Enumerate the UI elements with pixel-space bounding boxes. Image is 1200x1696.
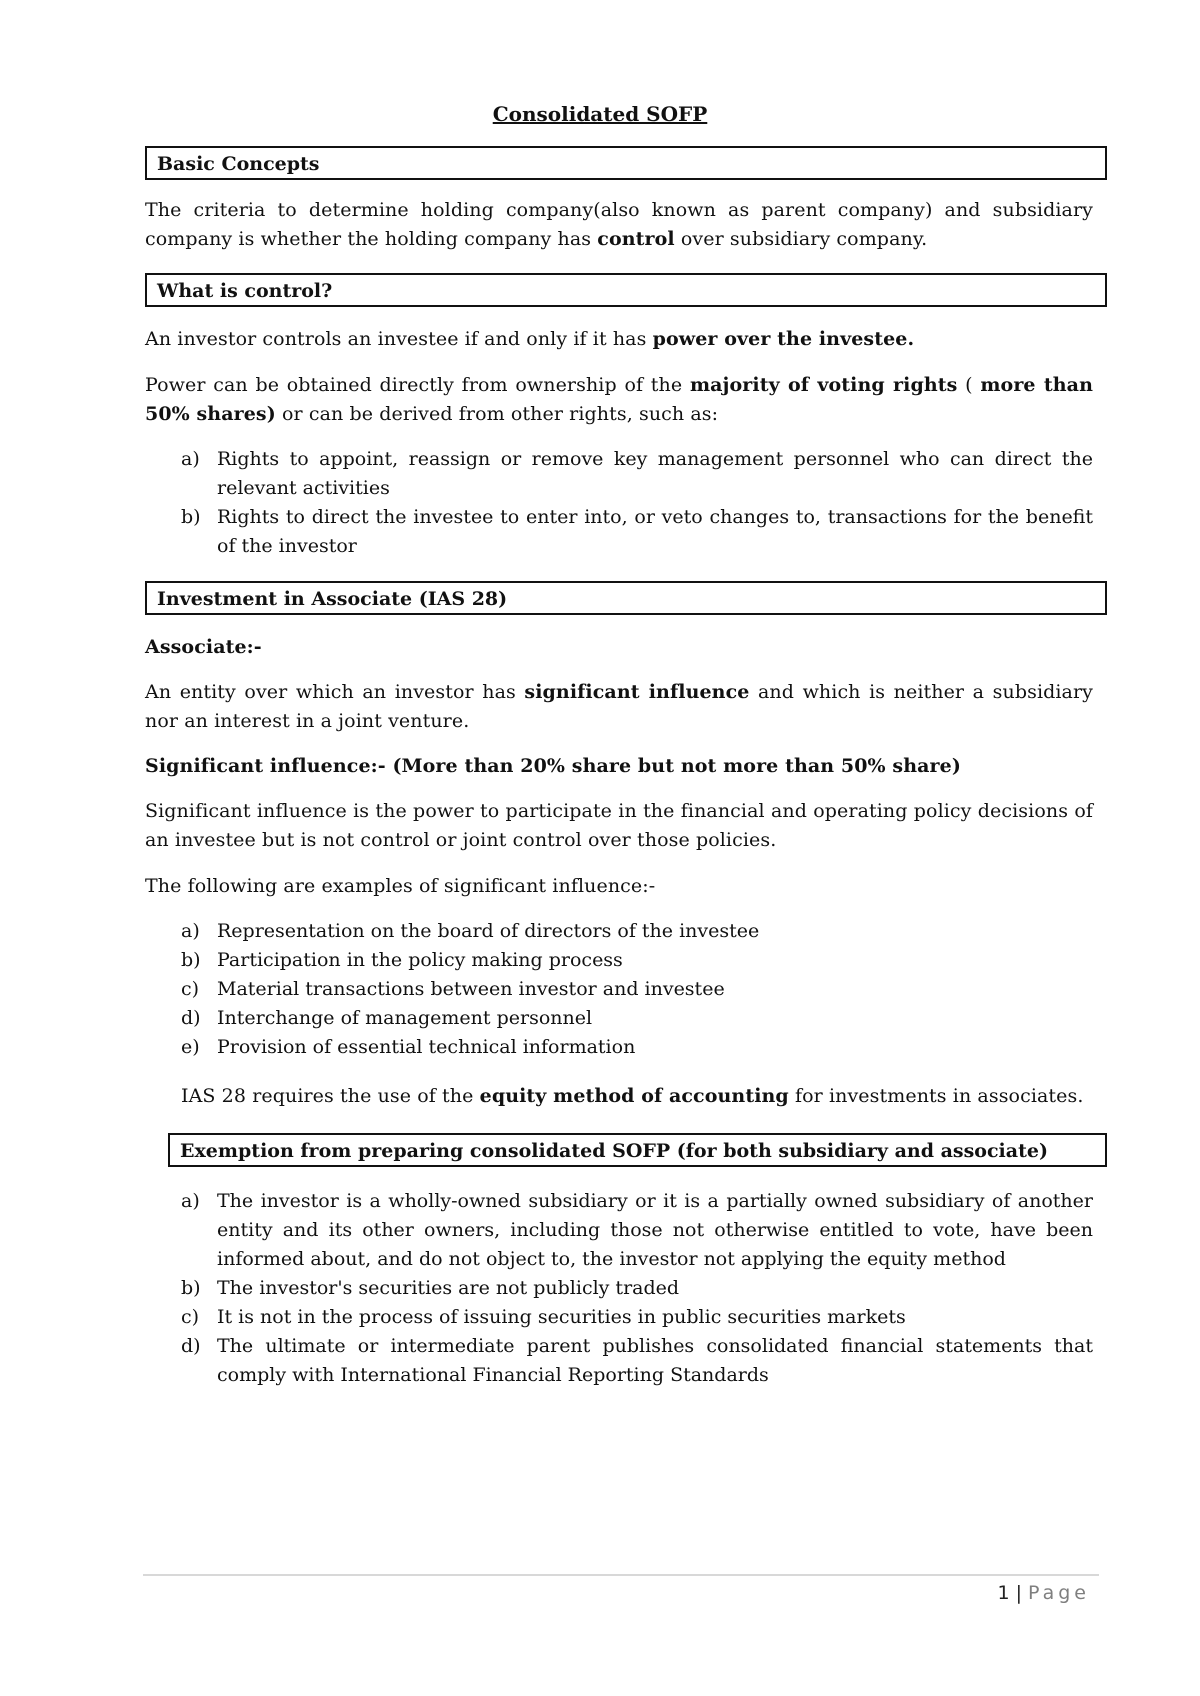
associate-paragraph-3: The following are examples of significant influence:-	[145, 875, 656, 897]
list-item: b) The investor's securities are not publicly traded	[181, 1277, 680, 1299]
section-heading-basic-concepts: Basic Concepts	[145, 146, 1107, 180]
list-item: d) Interchange of management personnel	[181, 1007, 593, 1029]
list-item: b) Participation in the policy making process	[181, 949, 623, 971]
significant-influence-examples-list	[145, 917, 1093, 1062]
list-item: c) Material transactions between investor and investee	[181, 978, 725, 1000]
page-label: Page	[1028, 1582, 1090, 1604]
significant-influence-subheading: Significant influence:- (More than 20% share but not more than 50% share)	[145, 755, 961, 777]
basic-concepts-paragraph: The criteria to determine holding company(also known as parent company) and subsidiary company is whether the holding company has control over subsidiary company.	[145, 199, 1093, 250]
equity-method-paragraph: IAS 28 requires the use of the equity method of accounting for investments in associates.	[181, 1085, 1084, 1107]
exemption-list	[145, 1187, 1093, 1390]
section-heading-associate: Investment in Associate (IAS 28)	[145, 581, 1107, 615]
list-item: c) It is not in the process of issuing securities in public securities markets	[181, 1306, 906, 1328]
associate-subheading: Associate:-	[145, 636, 262, 658]
footer-separator: |	[1015, 1582, 1022, 1604]
section-heading-control: What is control?	[145, 273, 1107, 307]
associate-paragraph-2: Significant influence is the power to participate in the financial and operating policy decisions of an investee but is not control or joint control over those policies.	[145, 800, 1093, 851]
list-item: a) Representation on the board of directors of the investee	[181, 920, 760, 942]
list-item: e) Provision of essential technical information	[181, 1036, 636, 1058]
footer-divider	[143, 1574, 1099, 1576]
section-heading-exemption: Exemption from preparing consolidated SOFP (for both subsidiary and associate)	[168, 1133, 1107, 1167]
control-paragraph-2: Power can be obtained directly from ownership of the majority of voting rights ( more than 50% shares) or can be derived from other rights, such as:	[145, 374, 1094, 425]
page-title: Consolidated SOFP	[492, 102, 708, 126]
list-item: a) The investor is a wholly-owned subsidiary or it is a partially owned subsidiary of another entity and its other owners, including those not otherwise entitled to vote, have been informed about, and do not object to, the investor not applying the equity method	[181, 1190, 1093, 1270]
list-item: b) Rights to direct the investee to enter into, or veto changes to, transactions for the benefit of the investor	[181, 506, 1093, 557]
list-item: a) Rights to appoint, reassign or remove key management personnel who can direct the relevant activities	[181, 448, 1093, 499]
page-footer	[998, 1582, 1091, 1604]
control-paragraph-1: An investor controls an investee if and only if it has power over the investee.	[145, 328, 915, 350]
associate-paragraph-1: An entity over which an investor has significant influence and which is neither a subsidiary nor an interest in a joint venture.	[145, 681, 1093, 732]
page-number: 1	[997, 1582, 1010, 1604]
control-rights-list	[145, 445, 1093, 561]
list-item: d) The ultimate or intermediate parent publishes consolidated financial statements that comply with International Financial Reporting Standards	[181, 1335, 1093, 1386]
